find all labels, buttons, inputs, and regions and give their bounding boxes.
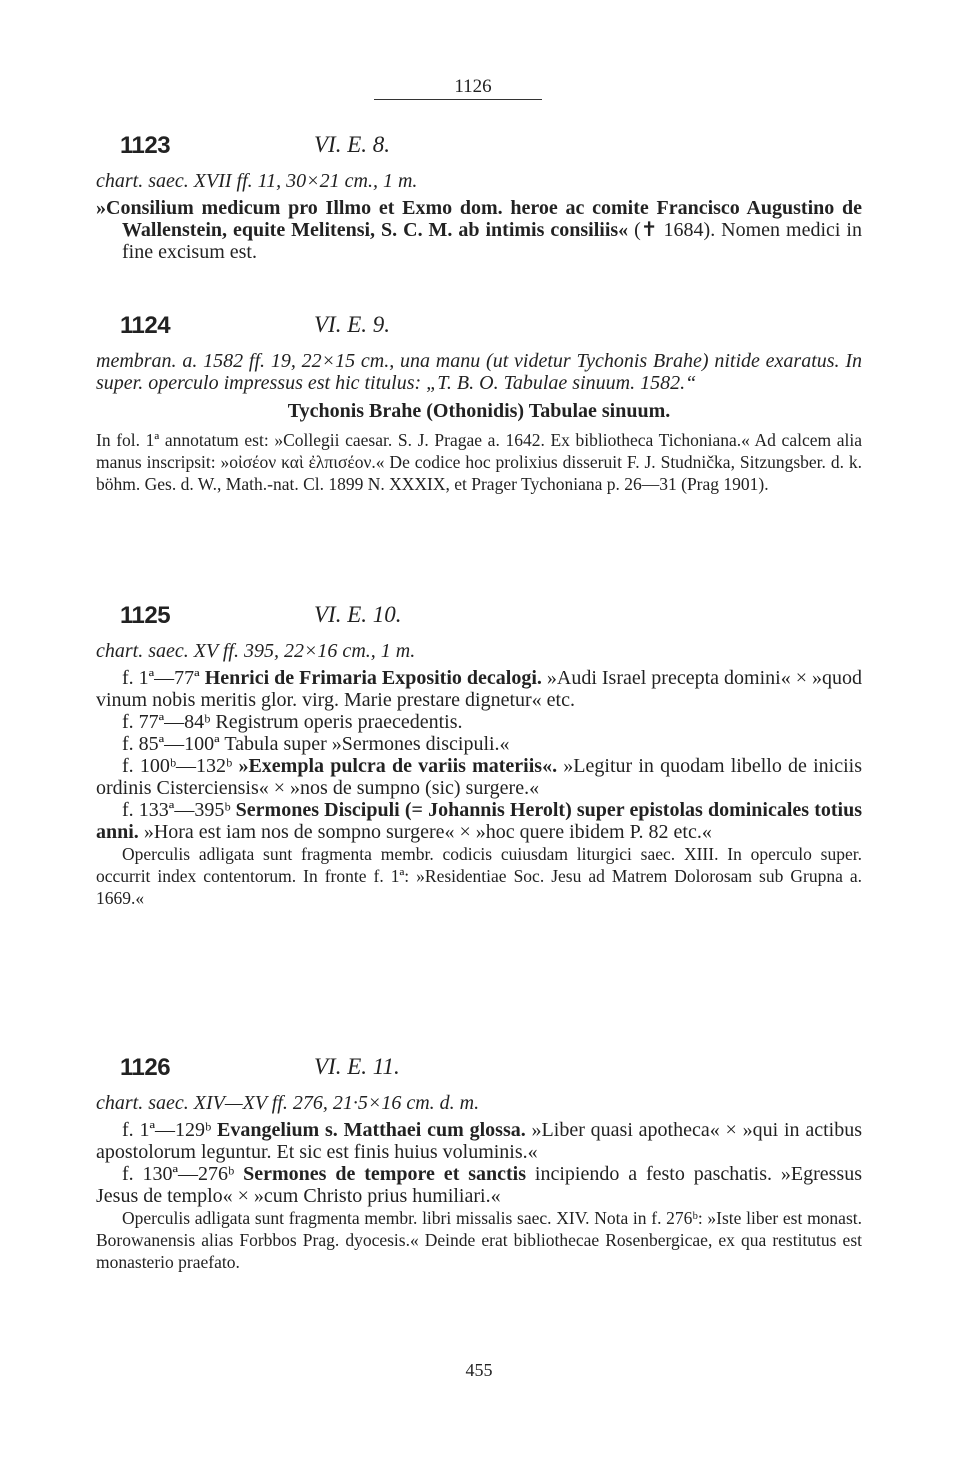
content-item: f. 1ª—129ᵇ Evangelium s. Matthaei cum glossa. »Liber quasi apotheca« × »qui in actibus apostolorum leguntur. Et sic est finis huius voluminis.« bbox=[96, 1119, 862, 1163]
running-head bbox=[96, 76, 862, 98]
content-item: f. 85ª—100ª Tabula super »Sermones discipuli.« bbox=[122, 733, 510, 755]
entry-number: 1125 bbox=[120, 602, 171, 629]
physical-description: chart. saec. XIV—XV ff. 276, 21·5×16 cm. d. m. bbox=[96, 1092, 480, 1114]
shelfmark: VI. E. 10. bbox=[314, 602, 402, 627]
entry-note: Operculis adligata sunt fragmenta membr. codicis cuiusdam liturgici saec. XIII. In operculo super. occurrit index contentorum. In fronte f. 1ª: »Residentiae Soc. Jesu ad Matrem Dolorosam sub Grupna a. 1669.« bbox=[96, 844, 862, 908]
content-item: f. 130ª—276ᵇ Sermones de tempore et sanctis incipiendo a festo paschatis. »Egressus Jesus de templo« × »cum Christo prius humiliari.« bbox=[96, 1163, 863, 1207]
entry-note: Operculis adligata sunt fragmenta membr. libri missalis saec. XIV. Nota in f. 276ᵇ: »Iste liber est monast. Borowanensis alias Forbbos Prag. dyocesis.« Deinde erat bibliothecae Rosenbergicae, ex qua restitutus est monasterio praefato. bbox=[96, 1208, 862, 1272]
content-item: f. 133ª—395ᵇ Sermones Discipuli (= Johannis Herolt) super epistolas dominicales totius anni. »Hora est iam nos de sompno surgere« × »hoc quere ibidem P. 82 etc.« bbox=[96, 799, 862, 843]
entry-1124 bbox=[96, 312, 862, 495]
entry-note: In fol. 1ª annotatum est: »Collegii caesar. S. J. Pragae a. 1642. Ex bibliotheca Tichoniana.« Ad calcem alia manus inscripsit: »οἰσέον καὶ ἐλπισέον.« De codice hoc prolixius disseruit F. J. Studnička, Sitzungsber. d. k. böhm. Ges. d. W., Math.-nat. Cl. 1899 N. XXXIX, et Prager Tychoniana p. 26—31 (Prag 1901). bbox=[96, 430, 862, 494]
centered-title: Tychonis Brahe (Othonidis) Tabulae sinuum. bbox=[287, 400, 671, 422]
shelfmark: VI. E. 11. bbox=[314, 1054, 400, 1079]
content-item: f. 100ᵇ—132ᵇ »Exempla pulcra de variis materiis«. »Legitur in quodam libello de iniciis ordinis Cisterciensis« × »nos de sumpno (sic) surgere.« bbox=[96, 755, 862, 799]
contents-list bbox=[96, 667, 862, 843]
content-item: f. 1ª—77ª Henrici de Frimaria Expositio decalogi. »Audi Israel precepta domini« × »quod vinum nobis meritis glor. virg. Marie prestare dignetur« etc. bbox=[96, 667, 862, 711]
entry-note: (✝ 1684). Nomen medici in fine excisum est. bbox=[122, 219, 862, 263]
work-title: »Consilium medicum pro Illmo et Exmo dom. heroe ac comite Francisco Augustino de Wallenstein, equite Melitensi, S. C. M. ab intimis consiliis« bbox=[96, 197, 862, 241]
entry-text bbox=[96, 197, 862, 263]
entry-1126 bbox=[96, 1054, 862, 1273]
entry-number: 1126 bbox=[120, 1054, 171, 1081]
entry-1123 bbox=[96, 132, 862, 263]
shelfmark: VI. E. 9. bbox=[314, 312, 391, 337]
physical-description: membran. a. 1582 ff. 19, 22×15 cm., una manu (ut videtur Tychonis Brahe) nitide exaratus. In super. operculo impressus est hic titulus: „T. B. O. Tabulae sinuum. 1582.“ bbox=[96, 350, 862, 394]
header-rule bbox=[374, 99, 542, 100]
physical-description: chart. saec. XV ff. 395, 22×16 cm., 1 m. bbox=[96, 640, 416, 662]
contents-list bbox=[96, 1119, 862, 1207]
entry-number: 1124 bbox=[120, 312, 171, 339]
content-item: f. 77ª—84ᵇ Registrum operis praecedentis. bbox=[122, 711, 463, 733]
footer-folio: 455 bbox=[465, 1360, 493, 1380]
entry-number: 1123 bbox=[120, 132, 171, 159]
entry-1125 bbox=[96, 602, 862, 909]
shelfmark: VI. E. 8. bbox=[314, 132, 391, 157]
physical-description: chart. saec. XVII ff. 11, 30×21 cm., 1 m. bbox=[96, 170, 418, 192]
page-number: 1126 bbox=[454, 76, 492, 97]
